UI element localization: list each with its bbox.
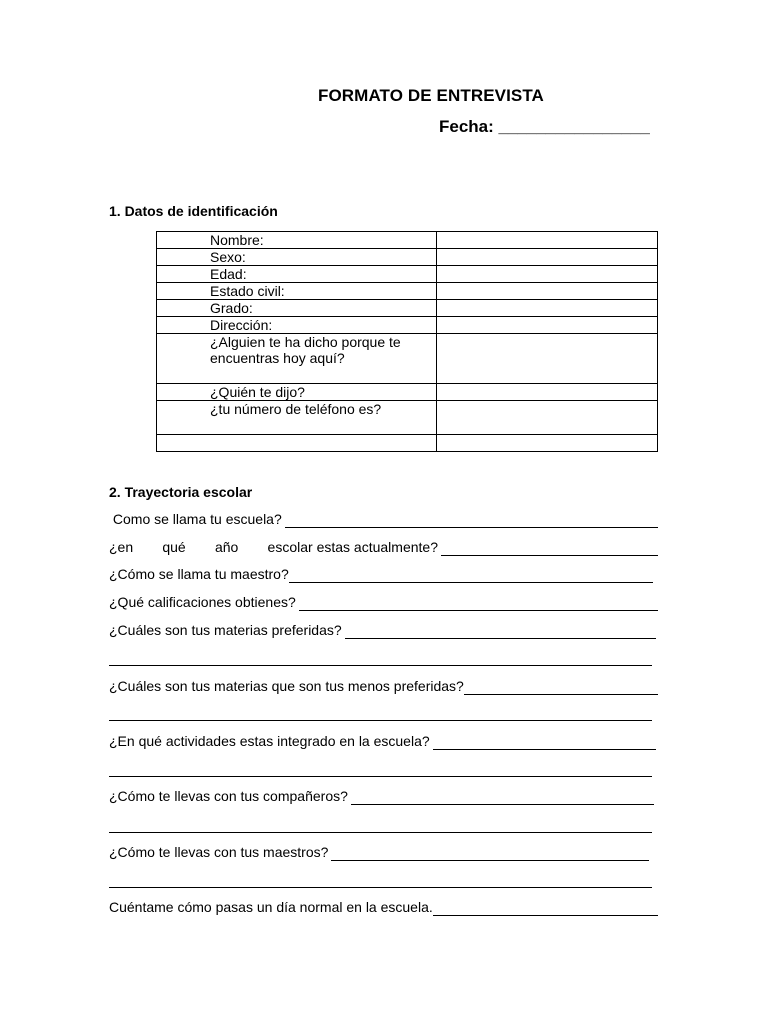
question-text: ¿Cómo te llevas con tus maestros?	[109, 844, 329, 860]
question-school-name	[109, 511, 658, 528]
table-row	[157, 283, 658, 300]
answer-line[interactable]	[441, 542, 658, 556]
document-title: FORMATO DE ENTREVISTA	[318, 86, 544, 105]
question-teachers	[109, 844, 649, 861]
table-label-cell: Sexo:	[157, 249, 437, 266]
table-label-cell: Nombre:	[157, 232, 437, 249]
date-field-label: Fecha: ________________	[439, 117, 650, 136]
question-least-favorite-subjects	[109, 678, 658, 695]
section-heading-identification: 1. Datos de identificación	[109, 203, 278, 219]
table-value-cell[interactable]	[437, 384, 658, 401]
table-row	[157, 401, 658, 435]
question-word: escolar estas actualmente?	[267, 539, 438, 555]
answer-line[interactable]	[464, 681, 658, 695]
table-value-cell[interactable]	[437, 317, 658, 334]
question-grades	[109, 594, 658, 611]
table-label-cell: Edad:	[157, 266, 437, 283]
table-label-cell: Grado:	[157, 300, 437, 317]
table-label-cell: Estado civil:	[157, 283, 437, 300]
table-row	[157, 435, 658, 452]
answer-line[interactable]	[433, 736, 656, 750]
table-value-cell[interactable]	[437, 300, 658, 317]
question-word: qué	[162, 539, 186, 555]
table-row	[157, 384, 658, 401]
table-label-cell: ¿Alguien te ha dicho porque te encuentras hoy aquí?	[157, 334, 437, 384]
table-value-cell[interactable]	[437, 283, 658, 300]
answer-line[interactable]	[109, 887, 652, 888]
answer-line[interactable]	[285, 514, 658, 528]
answer-line[interactable]	[109, 665, 652, 666]
table-label-cell: ¿tu número de teléfono es?	[157, 401, 437, 435]
answer-line[interactable]	[109, 776, 652, 777]
table-row	[157, 300, 658, 317]
question-text: ¿Cómo se llama tu maestro?	[109, 566, 289, 582]
table-label-cell: Dirección:	[157, 317, 437, 334]
table-value-cell[interactable]	[437, 334, 658, 384]
table-label-cell	[157, 435, 437, 452]
question-text: ¿Cuáles son tus materias preferidas?	[109, 622, 342, 638]
table-value-cell[interactable]	[437, 266, 658, 283]
answer-line[interactable]	[109, 832, 652, 833]
question-school-year	[109, 539, 658, 556]
table-value-cell[interactable]	[437, 435, 658, 452]
table-value-cell[interactable]	[437, 401, 658, 435]
answer-line[interactable]	[345, 625, 656, 639]
question-word: año	[214, 539, 239, 555]
table-row	[157, 317, 658, 334]
section-heading-school-history: 2. Trayectoria escolar	[109, 484, 253, 500]
table-value-cell[interactable]	[437, 232, 658, 249]
question-word: ¿en	[109, 539, 134, 555]
question-normal-day	[109, 899, 658, 916]
answer-line[interactable]	[109, 720, 652, 721]
table-row	[157, 266, 658, 283]
question-text: ¿Cómo te llevas con tus compañeros?	[109, 788, 348, 804]
question-school-activities	[109, 733, 656, 750]
table-row	[157, 232, 658, 249]
table-label-cell: ¿Quién te dijo?	[157, 384, 437, 401]
question-text: Cuéntame cómo pasas un día normal en la escuela.	[109, 899, 433, 915]
question-favorite-subjects	[109, 622, 656, 639]
answer-line[interactable]	[299, 597, 658, 611]
identification-table	[156, 231, 658, 452]
table-row	[157, 334, 658, 384]
question-text: ¿Qué calificaciones obtienes?	[109, 594, 296, 610]
answer-line[interactable]	[433, 902, 658, 916]
question-text: ¿Cuáles son tus materias que son tus menos preferidas?	[109, 678, 464, 694]
question-text: Como se llama tu escuela?	[109, 511, 282, 527]
answer-line[interactable]	[331, 847, 649, 861]
table-value-cell[interactable]	[437, 249, 658, 266]
question-text: ¿En qué actividades estas integrado en la escuela?	[109, 733, 430, 749]
question-teacher-name	[109, 566, 653, 583]
question-classmates	[109, 788, 654, 805]
answer-line[interactable]	[289, 569, 653, 583]
table-row	[157, 249, 658, 266]
question-text	[109, 539, 438, 556]
answer-line[interactable]	[351, 791, 654, 805]
